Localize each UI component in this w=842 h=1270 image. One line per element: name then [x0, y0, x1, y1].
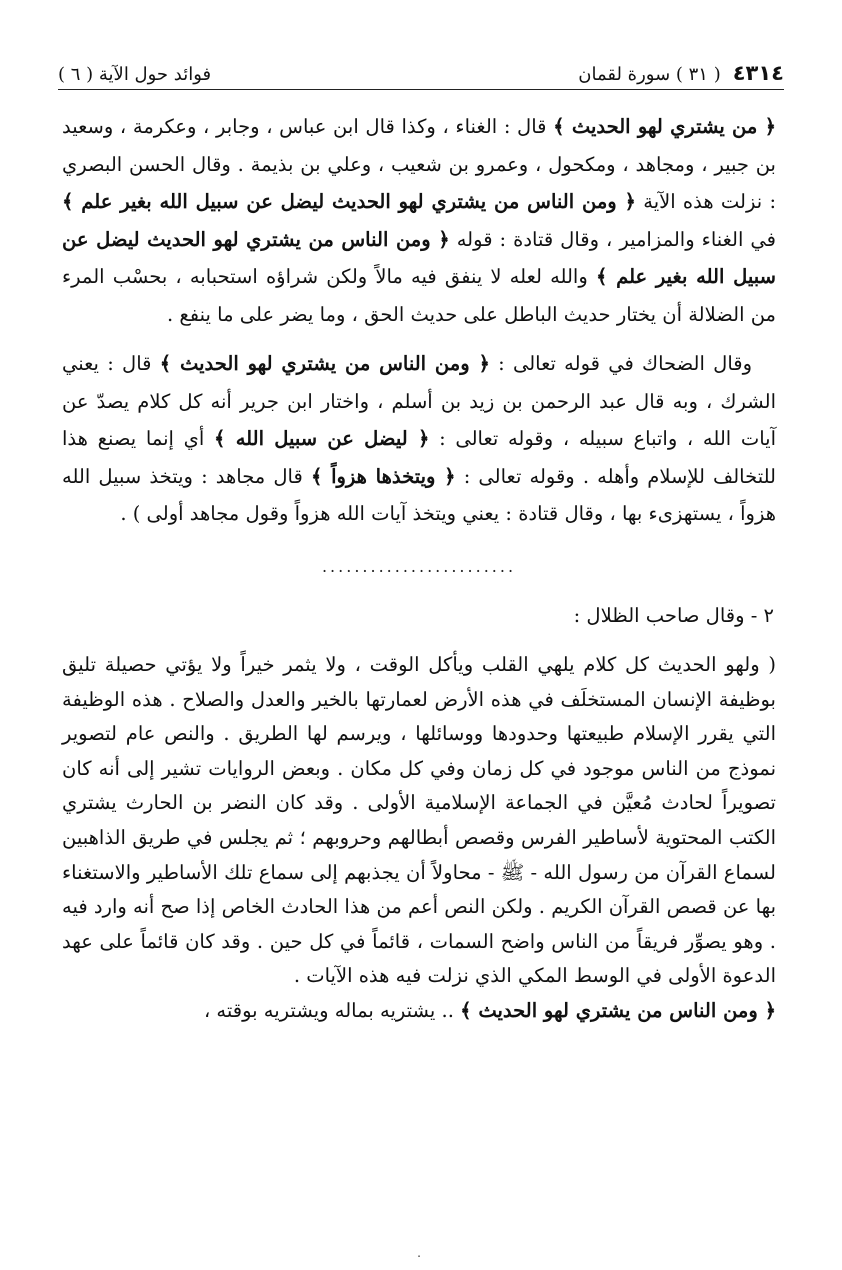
footer-mark: .: [417, 1246, 421, 1260]
header-right: [578, 61, 784, 85]
section-divider: ........................: [321, 556, 517, 576]
quran-quote: ﴿ ومن الناس من يشتري لهو الحديث ليضل عن سبيل الله بغير علم ﴾: [62, 227, 777, 288]
paragraph-1: [62, 108, 776, 333]
page-content: [62, 108, 776, 1029]
page-header: [58, 54, 784, 90]
quran-text: ومن الناس من يشتري لهو الحديث: [179, 352, 470, 375]
running-title: فوائد حول الآية ( ٦ ): [58, 64, 212, 85]
quran-text: ومن الناس من يشتري لهو الحديث ليضل عن سبيل الله بغير علم: [81, 190, 617, 213]
quran-text: ليضل عن سبيل الله: [235, 427, 408, 450]
paragraph-2: [62, 345, 776, 533]
section-title: ٢ - وقال صاحب الظلال :: [573, 603, 774, 627]
quran-quote: ﴿ ومن الناس من يشتري لهو الحديث ﴾: [460, 998, 776, 1022]
paragraph-text: قال : الغناء ، وكذا قال ابن عباس ، وجابر ، وعكرمة ، وسعيد بن جبير ، ومجاهد ، ومكحول ، وعمرو بن شعيب ، وعلي بن بذيمة . وقال الحسن البصري : نزلت هذه الآية: [62, 115, 777, 213]
paragraph-text: قال مجاهد : ويتخذ سبيل الله هزواً ، يستهزىء بها ، وقال قتادة : يعني ويتخذ آيات الله هزواً وقول مجاهد أولى ) .: [62, 464, 776, 525]
quran-text: من يشتري لهو الحديث: [571, 115, 758, 138]
page-number: ٤٣١٤: [732, 61, 784, 85]
paragraph-text: قال : يعني الشرك ، وبه قال عبد الرحمن بن زيد بن أسلم ، واختار ابن جرير أنه كل كلام يصدّ عن آيات الله ، واتباع سبيله ، وقوله تعالى :: [62, 352, 777, 450]
quran-text: ومن الناس من يشتري لهو الحديث ليضل عن سبيل الله بغير علم: [62, 227, 777, 288]
paragraph-4: [62, 994, 776, 1029]
paragraph-text: في الغناء والمزامير ، وقال قتادة : قوله: [456, 227, 776, 251]
quran-quote: ﴿ ليضل عن سبيل الله ﴾: [214, 427, 430, 450]
quran-quote: ﴿ ومن الناس من يشتري لهو الحديث ﴾: [159, 352, 490, 375]
quran-text: ومن الناس من يشتري لهو الحديث: [478, 998, 758, 1022]
paragraph-text: .. يشتريه بماله ويشتريه بوقته ،: [203, 998, 454, 1022]
surah-title: ( ٣١ ) سورة لقمان: [578, 64, 721, 85]
quran-text: ويتخذها هزواً: [331, 464, 436, 488]
paragraph-text: وقال الضحاك في قوله تعالى :: [498, 352, 753, 375]
paragraph-text: أي إنما يصنع هذا للتخالف للإسلام وأهله . وقوله تعالى :: [62, 427, 776, 488]
paragraph-text: والله لعله لا ينفق فيه مالاً ولكن شراؤه استحبابه ، بحسْب المرء من الضلالة أن يختار حديث الباطل على حديث الحق ، وما يضر على ما ينفع .: [62, 265, 776, 326]
section-2: [62, 648, 776, 1029]
quran-quote: ﴿ من يشتري لهو الحديث ﴾: [553, 115, 776, 138]
paragraph-gap: [62, 333, 776, 345]
quran-quote: ﴿ ومن الناس من يشتري لهو الحديث ليضل عن سبيل الله بغير علم ﴾: [62, 190, 636, 213]
quran-quote: ﴿ ويتخذها هزواً ﴾: [310, 464, 456, 488]
paragraph-3: ( ولهو الحديث كل كلام يلهي القلب ويأكل الوقت ، ولا يثمر خيراً ولا يؤتي حصيلة تليق بوظيفة الإنسان المستخلَف في هذه الأرض لعمارتها بالخير والعدل والصلاح . هذه الوظيفة التي يقرر الإسلام طبيعتها وحدودها ووسائلها ، ويرسم لها الطريق . والنص عام لتصوير نموذج من الناس موجود في كل زمان وفي كل مكان . وبعض الروايات تشير إلى أنه كان تصويراً لحادث مُعيَّن في الجماعة الإسلامية الأولى . وقد كان النضر بن الحارث يشتري الكتب المحتوية لأساطير الفرس وقصص أبطالهم وحروبهم ؛ ثم يجلس في طريق الذاهبين لسماع القرآن من رسول الله - ﷺ - محاولاً أن يجذبهم إلى سماع تلك الأساطير والاستغناء بها عن قصص القرآن الكريم . ولكن النص أعم من هذا الحادث الخاص إذا صح أنه وارد فيه . وهو يصوِّر فريقاً من الناس واضح السمات ، قائماً في كل حين . وقد كان قائماً على عهد الدعوة الأولى في الوسط المكي الذي نزلت فيه هذه الآيات .: [62, 653, 776, 988]
